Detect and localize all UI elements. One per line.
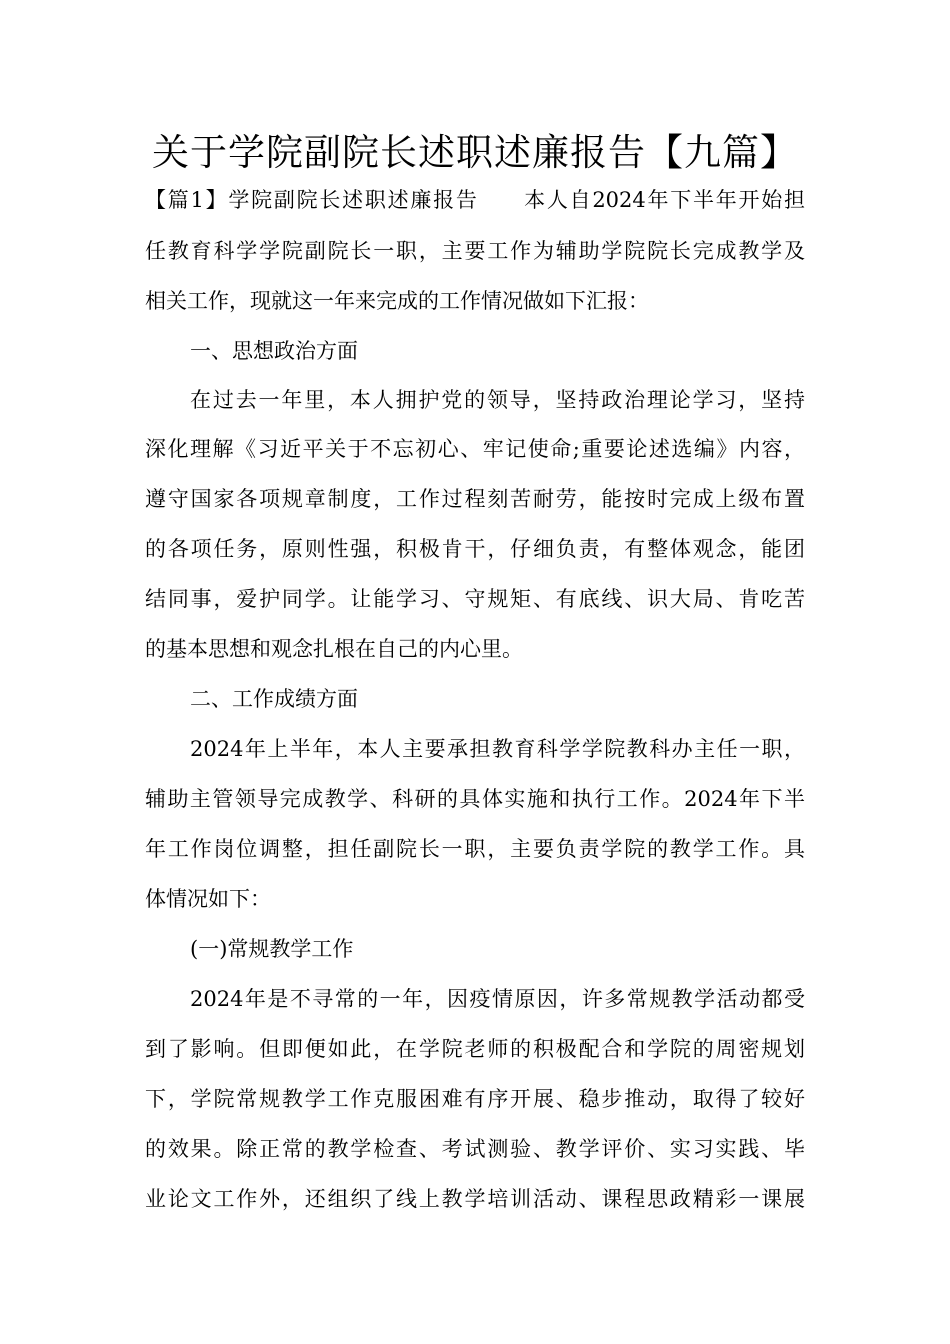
paragraph-line: 业论文工作外，还组织了线上教学培训活动、课程思政精彩一课展 bbox=[145, 1187, 805, 1211]
subsection-heading: (一)常规教学工作 bbox=[190, 937, 354, 961]
paragraph-line: 年工作岗位调整，担任副院长一职，主要负责学院的教学工作。具 bbox=[145, 837, 805, 861]
paragraph-line: 相关工作，现就这一年来完成的工作情况做如下汇报： bbox=[145, 289, 649, 313]
paragraph-line: 下，学院常规教学工作克服困难有序开展、稳步推动，取得了较好 bbox=[145, 1087, 805, 1111]
document-title: 关于学院副院长述职述廉报告【九篇】 bbox=[152, 131, 798, 174]
paragraph-line: 的效果。除正常的教学检查、考试测验、教学评价、实习实践、毕 bbox=[145, 1137, 805, 1161]
paragraph-line: 2024年是不寻常的一年，因疫情原因，许多常规教学活动都受 bbox=[190, 987, 805, 1011]
paragraph-line: 的各项任务，原则性强，积极肯干，仔细负责，有整体观念，能团 bbox=[145, 537, 805, 561]
paragraph-line: 遵守国家各项规章制度，工作过程刻苦耐劳，能按时完成上级布置 bbox=[145, 487, 805, 511]
paragraph-line: 2024年上半年，本人主要承担教育科学学院教科办主任一职， bbox=[190, 737, 805, 761]
paragraph-line: 在过去一年里，本人拥护党的领导，坚持政治理论学习，坚持 bbox=[190, 388, 805, 412]
paragraph-line: 辅助主管领导完成教学、科研的具体实施和执行工作。2024年下半 bbox=[145, 787, 805, 811]
paragraph-line: 到了影响。但即便如此，在学院老师的积极配合和学院的周密规划 bbox=[145, 1037, 805, 1061]
paragraph-line: 体情况如下： bbox=[145, 887, 271, 911]
section-heading: 二、工作成绩方面 bbox=[190, 687, 358, 711]
paragraph-line: 的基本思想和观念扎根在自己的内心里。 bbox=[145, 637, 523, 661]
paragraph-line: 结同事，爱护同学。让能学习、守规矩、有底线、识大局、肯吃苦 bbox=[145, 587, 805, 611]
section-heading: 一、思想政治方面 bbox=[190, 339, 358, 363]
paragraph-line: 深化理解《习近平关于不忘初心、牢记使命;重要论述选编》内容， bbox=[145, 437, 805, 461]
paragraph-line: 【篇1】学院副院长述职述廉报告 本人自2024年下半年开始担 bbox=[145, 188, 805, 212]
paragraph-line: 任教育科学学院副院长一职，主要工作为辅助学院院长完成教学及 bbox=[145, 239, 805, 263]
